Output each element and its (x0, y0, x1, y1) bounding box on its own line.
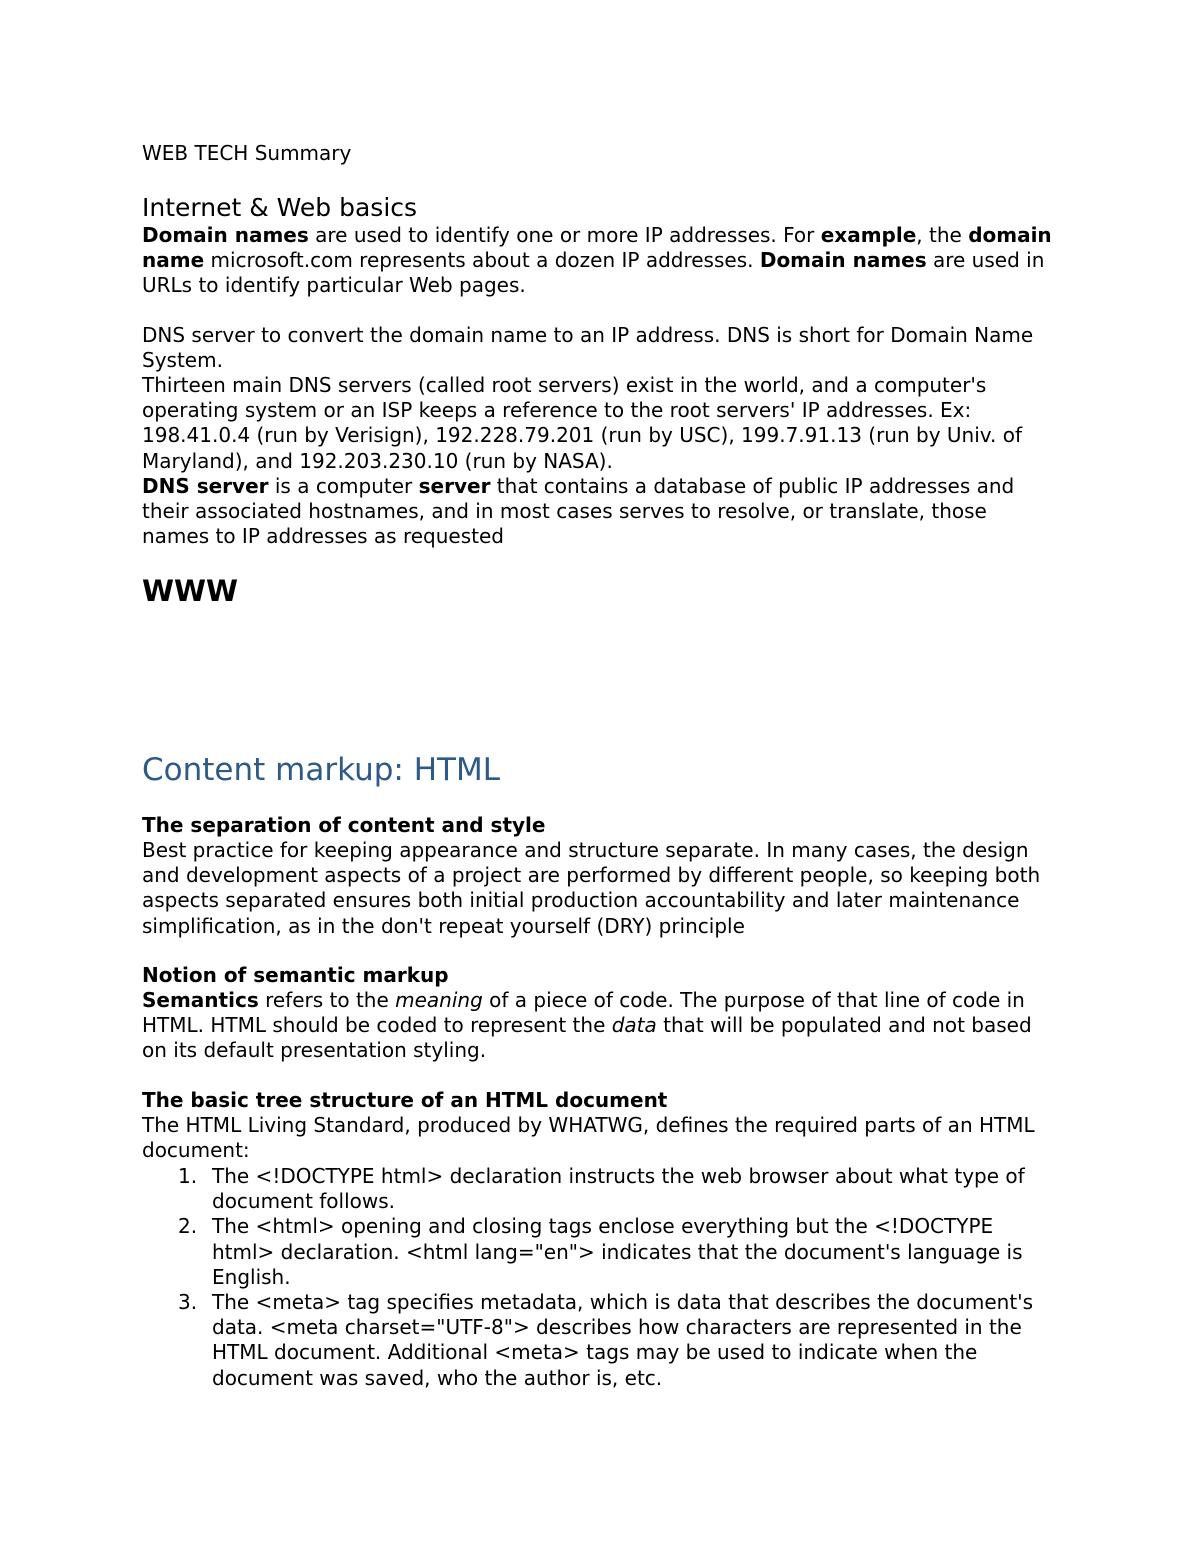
bold-text: Domain names (142, 223, 309, 247)
numbered-list (142, 1164, 1057, 1391)
paragraph-dns-server: DNS server to convert the domain name to an IP address. DNS is short for Domain Name System. (142, 323, 1034, 373)
paragraph-separation: Best practice for keeping appearance and structure separate. In many cases, the design and development aspects of a project are performed by different people, so keeping both aspects separated ensures both initial production accountability and later maintenance simplification, as in the don't repeat yourself (DRY) principle (142, 838, 1041, 938)
list-item (142, 1214, 1057, 1290)
text-run: are used in URLs to identify particular Web pages. (142, 248, 1045, 298)
heading-www: WWW (142, 574, 238, 608)
paragraph-root-servers: Thirteen main DNS servers (called root servers) exist in the world, and a computer's operating system or an ISP keeps a reference to the root servers' IP addresses. Ex: 198.41.0.4 (run by Verisign), 192.228.79.201 (run by USC), 199.7.91.13 (run by Univ. of Maryland), and 192.203.230.10 (run by NASA). (142, 373, 1023, 473)
paragraph-domain-names (142, 223, 1057, 299)
heading-content-markup-html: Content markup: HTML (142, 752, 500, 788)
list-number: 3. (178, 1290, 198, 1315)
bold-text: DNS server (142, 474, 269, 498)
document-title: WEB TECH Summary (142, 141, 352, 165)
list-item (142, 1290, 1057, 1391)
subheading-tree-structure: The basic tree structure of an HTML document (142, 1088, 668, 1112)
list-item-text: The <meta> tag specifies metadata, which is data that describes the document's data. <meta charset="UTF-8"> describes how characters are represented in the HTML document. Additional <meta> tags may be used to indicate when the document was saved, who the author is, etc. (212, 1290, 1034, 1390)
bold-text: Domain names (759, 248, 927, 273)
bold-text: Semantics (142, 988, 259, 1012)
text-run: that will be populated and not based on its default presentation styling. (142, 1013, 1032, 1063)
text-run: refers to the (258, 988, 396, 1012)
paragraph-semantics (142, 988, 1057, 1064)
italic-text: data (611, 1013, 657, 1038)
bold-text: example (820, 223, 917, 247)
text-run: of a piece of code. The purpose of that line of code in HTML. HTML should be coded to represent the (142, 988, 1025, 1038)
bold-text: domain name (142, 223, 1052, 273)
subheading-separation: The separation of content and style (142, 813, 546, 837)
list-item (142, 1164, 1057, 1214)
paragraph-tree-intro: The HTML Living Standard, produced by WHATWG, defines the required parts of an HTML document: (142, 1113, 1035, 1163)
heading-internet-web-basics: Internet & Web basics (142, 193, 418, 222)
text-run: microsoft.com represents about a dozen IP addresses. (204, 248, 760, 273)
italic-text: meaning (395, 988, 483, 1012)
list-number: 1. (178, 1164, 198, 1188)
text-run: is a computer (268, 474, 419, 498)
text-run: , the (916, 223, 969, 247)
bold-text: server (418, 474, 491, 498)
list-item-text: The <html> opening and closing tags enclose everything but the <!DOCTYPE html> declaration. <html lang="en"> indicates that the document's language is English. (212, 1214, 1023, 1289)
paragraph-dns-server-definition (142, 474, 1057, 550)
subheading-semantic-markup: Notion of semantic markup (142, 963, 449, 987)
list-item-text: The <!DOCTYPE html> declaration instructs the web browser about what type of document follows. (212, 1164, 1025, 1214)
list-number: 2. (178, 1214, 198, 1239)
text-run: that contains a database of public IP addresses and their associated hostnames, and in most cases serves to resolve, or translate, those names to IP addresses as requested (142, 474, 1015, 549)
text-run: are used to identify one or more IP addresses. For (308, 223, 821, 247)
